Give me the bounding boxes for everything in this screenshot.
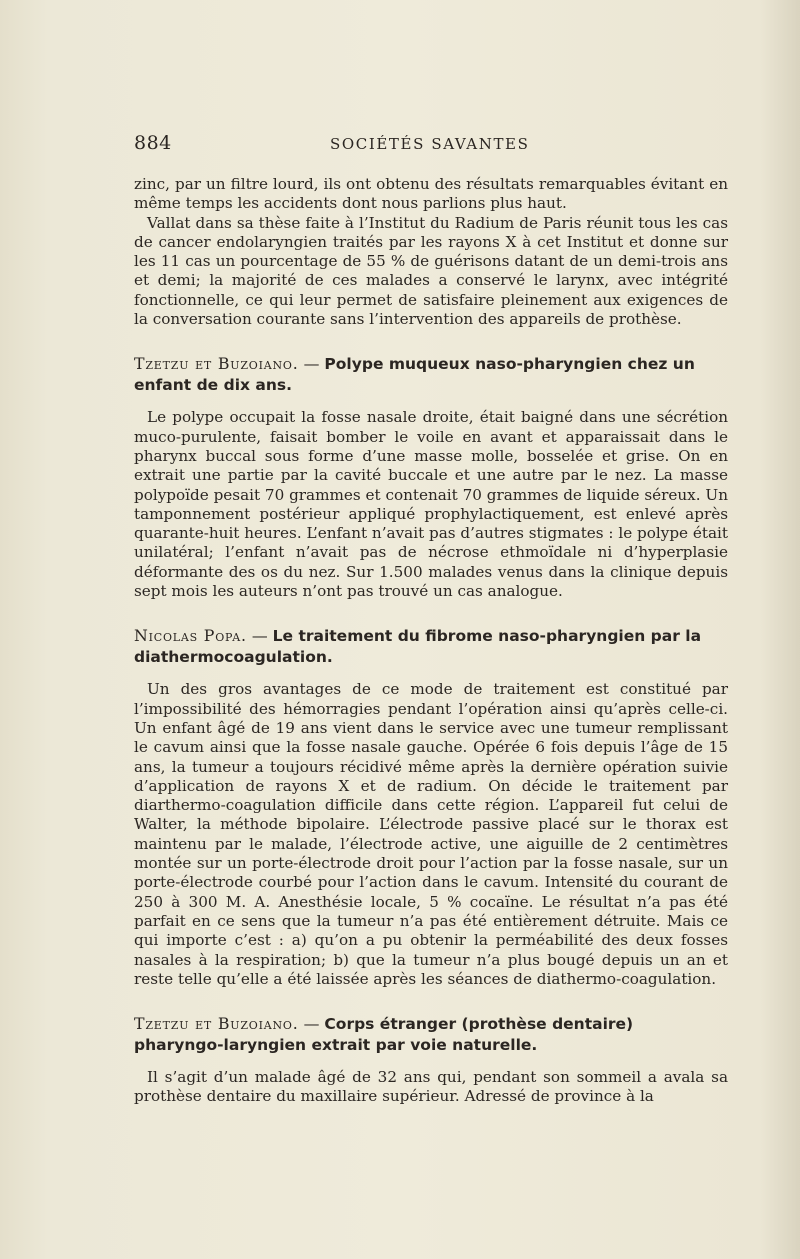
section-body: Il s’agit d’un malade âgé de 32 ans qui, pendant son sommeil a avala sa prothèse dentaire du maxillaire supérieur. Adressé de province à la: [134, 1068, 728, 1106]
heading-dash: —: [298, 1014, 325, 1034]
intro-paragraph: zinc, par un filtre lourd, ils ont obtenu des résultats remarquables évitant en même temps les accidents dont nous parlions plus haut.: [134, 175, 728, 213]
section-heading: [134, 626, 728, 667]
section-body: Un des gros avantages de ce mode de traitement est constitué par l’impossibilité des hémorragies pendant l’opération ainsi qu’après celle-ci. Un enfant âgé de 19 ans vient dans le service avec une tumeur remplissant le cavum ainsi que la fosse nasale gauche. Opérée 6 fois depuis l’âge de 15 ans, la tumeur a toujours récidivé même après la dernière opération suivie d’application de rayons X et de radium. On décide le traitement par diarthermo-coagulation difficile dans cette région. L’appareil fut celui de Walter, la méthode bipolaire. L’électrode passive placé sur le thorax est maintenu par le malade, l’électrode active, une aiguille de 2 centimètres montée sur un porte-électrode droit pour l’action par la fosse nasale, sur un porte-électrode courbé pour l’action dans le cavum. Intensité du courant de 250 à 300 M. A. Anesthésie locale, 5 % cocaïne. Le résultat n’a pas été parfait en ce sens que la tumeur n’a pas été entièrement détruite. Mais ce qui importe c’est : a) qu’on a pu obtenir la perméabilité des deux fosses nasales à la respiration; b) que la tumeur n’a plus bougé depuis un an et reste telle qu’elle a été laissée après les séances de diathermo-coagulation.: [134, 680, 728, 988]
page-header: [134, 132, 726, 160]
running-head: SOCIÉTÉS SAVANTES: [330, 135, 530, 153]
section-body: Le polype occupait la fosse nasale droite, était baigné dans une sécrétion muco-purulente, faisait bomber le voile en avant et apparaissait dans le pharynx buccal sous forme d’une masse molle, bosselée et grise. On en extrait une partie par la cavité buccale et une autre par le nez. La masse polypoïde pesait 70 grammes et contenait 70 grammes de liquide séreux. Un tamponnement postérieur appliqué prophylactiquement, est enlevé après quarante-huit heures. L’enfant n’avait pas d’autres stigmates : le polype était unilatéral; l’enfant n’avait pas de nécrose ethmoïdale ni d’hyperplasie déformante des os du nez. Sur 1.500 malades venus dans la clinique depuis sept mois les auteurs n’ont pas trouvé un cas analogue.: [134, 408, 728, 601]
section-authors: Nicolas Popa.: [134, 626, 247, 646]
page-number: 884: [134, 132, 172, 154]
heading-dash: —: [246, 626, 273, 646]
section-title: Corps étranger (prothèse dentaire) pharyngo-laryngien extrait par voie naturelle.: [134, 1015, 634, 1054]
section-authors: Tzetzu et Buzoiano.: [134, 1014, 299, 1034]
section-title: Le traitement du fibrome naso-pharyngien par la diathermocoagulation.: [134, 627, 702, 666]
page-content: [122, 175, 728, 1107]
section-authors: Tzetzu et Buzoiano.: [134, 354, 299, 374]
section-title: Polype muqueux naso-pharyngien chez un enfant de dix ans.: [134, 355, 695, 394]
section-heading: [134, 1014, 728, 1055]
section-heading: [134, 354, 728, 395]
intro-paragraph: Vallat dans sa thèse faite à l’Institut du Radium de Paris réunit tous les cas de cancer endolaryngien traités par les rayons X à cet Institut et donne sur les 11 cas un pourcentage de 55 % de guérisons datant de un demi-trois ans et demi; la majorité de ces malades a conservé le larynx, avec intégrité fonctionnelle, ce qui leur permet de satisfaire pleinement aux exigences de la conversation courante sans l’intervention des appareils de prothèse.: [134, 213, 728, 329]
heading-dash: —: [298, 354, 325, 374]
